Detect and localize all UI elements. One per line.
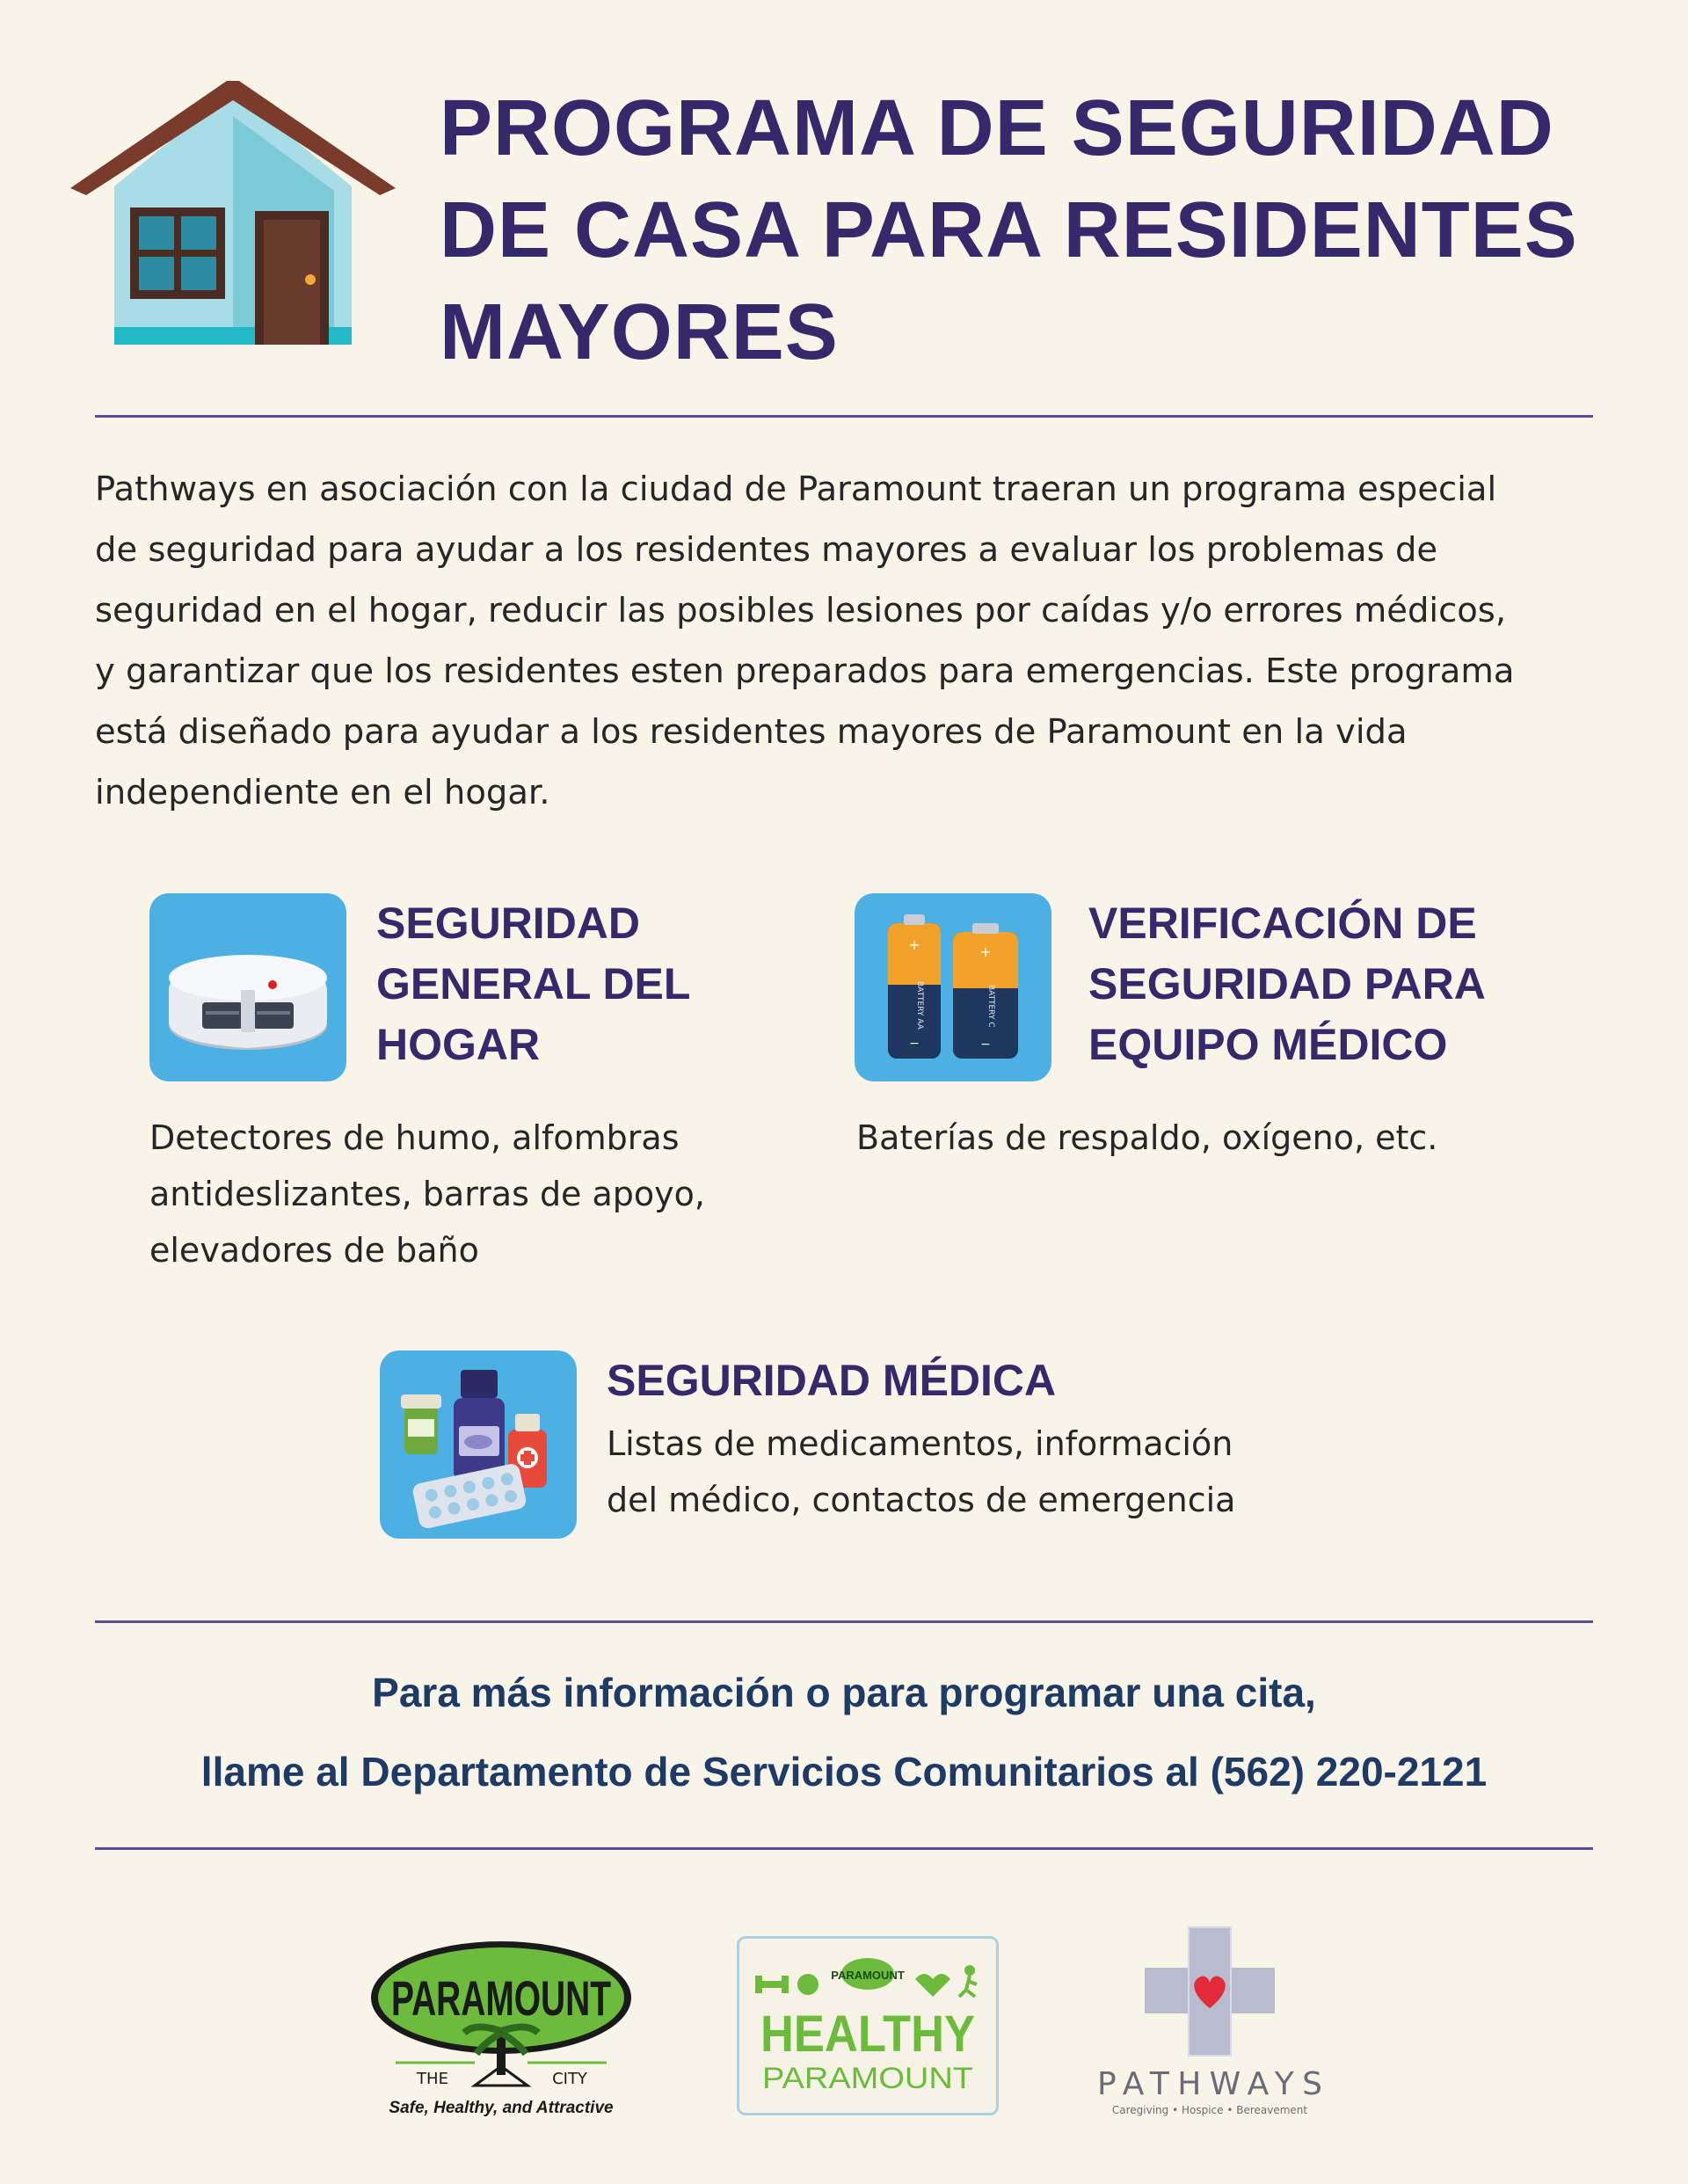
- pathways-logo-tagline: Caregiving • Hospice • Bereavement: [1111, 2104, 1308, 2116]
- title-line: DE CASA PARA RESIDENTES: [440, 186, 1578, 274]
- divider-middle: [95, 1620, 1593, 1623]
- page-title: [440, 77, 1618, 383]
- healthy-logo-line2: PARAMOUNT: [762, 2062, 973, 2095]
- intro-paragraph: [95, 459, 1593, 823]
- pathways-logo-name: PATHWAYS: [1097, 2066, 1322, 2102]
- intro-line: y garantizar que los residentes esten preparados para emergencias. Este programa: [95, 652, 1515, 691]
- feature-title-medical: [607, 1350, 1056, 1411]
- pathways-logo: [1090, 1926, 1336, 2128]
- battery-icon: [855, 893, 1051, 1081]
- title-line: PROGRAMA DE SEGURIDAD: [440, 84, 1554, 172]
- intro-line: seguridad en el hogar, reducir las posibles lesiones por caídas y/o errores médicos,: [95, 591, 1507, 630]
- paramount-logo-the: THE: [417, 2070, 448, 2088]
- intro-line: está diseñado para ayudar a los residentes mayores de Paramount en la vida: [95, 712, 1408, 752]
- healthy-logo-line1: HEALTHY: [760, 2006, 975, 2063]
- paramount-logo: [360, 1934, 642, 2128]
- battery-c-label: BATTERY C: [986, 985, 995, 1028]
- feature-title-line: GENERAL DEL: [376, 959, 691, 1008]
- feature-desc-line: Listas de medicamentos, información: [607, 1424, 1233, 1463]
- feature-title-line: SEGURIDAD MÉDICA: [607, 1356, 1057, 1405]
- feature-desc-medical: [607, 1416, 1235, 1528]
- feature-desc-line: del médico, contactos de emergencia: [607, 1481, 1236, 1519]
- svg-text:−: −: [980, 1037, 991, 1052]
- feature-title-medical-equipment: [1088, 893, 1486, 1075]
- intro-line: Pathways en asociación con la ciudad de Paramount traeran un programa especial: [95, 470, 1497, 509]
- divider-top: [95, 415, 1593, 418]
- feature-title-line: VERIFICACIÓN DE: [1088, 899, 1477, 948]
- feature-desc-line: antideslizantes, barras de apoyo,: [149, 1175, 705, 1213]
- feature-title-line: EQUIPO MÉDICO: [1088, 1020, 1448, 1069]
- svg-text:−: −: [909, 1037, 920, 1051]
- paramount-logo-city: CITY: [552, 2070, 587, 2088]
- feature-desc-medical-equipment: [856, 1110, 1437, 1166]
- cta-line-1: Para más información o para programar una cita,: [372, 1670, 1316, 1715]
- feature-title-line: HOGAR: [376, 1020, 541, 1069]
- intro-line: de seguridad para ayudar a los residentes mayores a evaluar los problemas de: [95, 530, 1438, 570]
- feature-title-line: SEGURIDAD PARA: [1088, 959, 1486, 1008]
- healthy-logo-badge: PARAMOUNT: [831, 1969, 905, 1982]
- feature-title-line: SEGURIDAD: [376, 899, 641, 948]
- title-line: MAYORES: [440, 288, 839, 376]
- feature-desc-line: elevadores de baño: [149, 1231, 479, 1270]
- svg-text:+: +: [908, 936, 920, 953]
- battery-aa-label: BATTERY AA: [915, 981, 924, 1030]
- feature-desc-line: Detectores de humo, alfombras: [149, 1118, 680, 1157]
- healthy-paramount-logo: [737, 1936, 999, 2115]
- medicine-icon: [380, 1350, 577, 1539]
- paramount-logo-name: PARAMOUNT: [391, 1970, 611, 2026]
- feature-desc-home: [149, 1110, 705, 1278]
- divider-bottom: [95, 1847, 1593, 1850]
- intro-line: independiente en el hogar.: [95, 773, 550, 812]
- svg-text:+: +: [979, 943, 992, 960]
- feature-desc-line: Baterías de respaldo, oxígeno, etc.: [856, 1118, 1438, 1157]
- cta-line-2: llame al Departamento de Servicios Comunitarios al (562) 220-2121: [200, 1749, 1488, 1795]
- feature-title-home: [376, 893, 690, 1075]
- paramount-logo-tagline: Safe, Healthy, and Attractive: [389, 2099, 614, 2117]
- house-icon: [70, 81, 396, 353]
- smoke-detector-icon: [149, 893, 346, 1081]
